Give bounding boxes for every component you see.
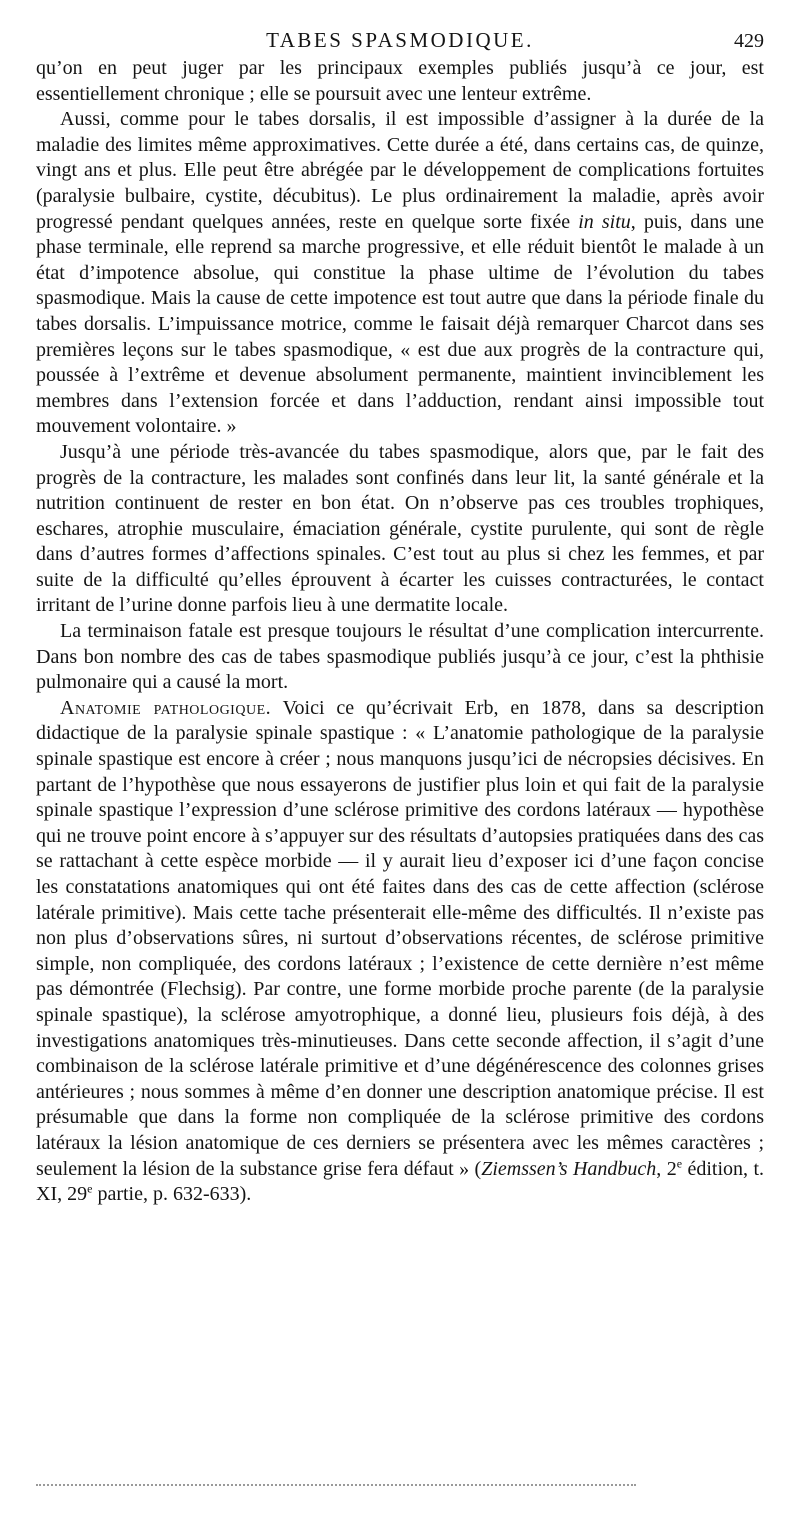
- citation-text: partie, p. 632-633).: [92, 1183, 252, 1206]
- superscript: e: [676, 1155, 683, 1170]
- book-page: [36, 22, 764, 1208]
- paragraph-general-health: [36, 440, 764, 619]
- italic-term: in situ: [578, 210, 631, 233]
- paragraph-termination: [36, 619, 764, 696]
- citation-text: , 2: [656, 1157, 677, 1180]
- paragraph-duration: [36, 107, 764, 440]
- paragraph-text: qu’on en peut juger par les principaux exemples publiés jusqu’à ce jour, est essentiellement chronique ; elle se poursuit avec une lenteur extrême.: [36, 57, 764, 105]
- paragraph-pathological-anatomy: [36, 696, 764, 1208]
- section-heading: Anatomie pathologique.: [60, 696, 272, 719]
- citation-title: Ziemssen’s Handbuch: [481, 1157, 657, 1180]
- page-number: 429: [734, 30, 764, 52]
- running-title: TABES SPASMODIQUE.: [266, 28, 534, 52]
- footer-rule: [36, 1484, 636, 1486]
- superscript: e: [87, 1181, 93, 1196]
- paragraph-text: Aussi, comme pour le tabes dorsalis, il est impossible d’assigner à la durée de la maladie des limites même approximatives. Cette durée a été, dans certains cas, de quinze, vingt ans et plus. Elle peut être abrégée par le développement de complications fortuites (paralysie bulbaire, cystite, décubitus). Le plus ordinairement la maladie, après avoir progressé pendant quelques années, reste en quelque sorte fixée: [36, 108, 764, 233]
- paragraph-text: , puis, dans une phase terminale, elle reprend sa marche progressive, et elle réduit bientôt le malade à un état d’impotence absolue, qui constitue la phase ultime de l’évolution du tabes spasmodique. Mais la cause de cette impotence est tout autre que dans la période finale du tabes dorsalis. L’impuissance motrice, comme le faisait déjà remarquer Charcot dans ses premières leçons sur le tabes spasmodique, « est due aux progrès de la contracture qui, poussée à l’extrême et devenue absolument permanente, maintient invinciblement les membres dans l’extension forcée et dans l’adduction, rendant ainsi impossible tout mouvement volontaire. »: [36, 210, 764, 438]
- paragraph-text: Voici ce qu’écrivait Erb, en 1878, dans sa description didactique de la paralysie spinale spastique : « L’anatomie pathologique de la paralysie spinale spastique est encore à créer ; nous manquons jusqu’ici de nécropsies décisives. En partant de l’hypothèse que nous essayerons de justifier plus loin et qui fait de la paralysie spinale spastique l’expression d’une sclérose primitive des cordons latéraux — hypothèse qui ne trouve point encore à s’appuyer sur des résultats d’autopsies pratiquées dans des cas se rattachant à cette espèce morbide — il y aurait lieu d’exposer ici d’une façon concise les constatations anatomiques qui ont été faites dans des cas de cette affection (sclérose latérale primitive). Mais cette tache présenterait elle-même des difficultés. Il n’existe pas non plus d’observations sûres, ni surtout d’observations récentes, de sclérose primitive simple, non compliquée, des cordons latéraux ; l’existence de cette dernière n’est même pas démontrée (Flechsig). Par contre, une forme morbide proche parente (de la paralysie spinale spastique), la sclérose amyotrophique, a donné lieu, plusieurs fois déjà, à des investigations anatomiques très-minutieuses. Dans cette seconde affection, il s’agit d’une combinaison de la sclérose latérale primitive et d’une dégénérescence des colonnes grises antérieures ; nous sommes à même d’en donner une description anatomique précise. Il est présumable que dans la forme non compliquée de la sclérose primitive des cordons latéraux la lésion anatomique de ces derniers se présentera avec les mêmes caractères ; seulement la lésion de la substance grise fera défaut »: [36, 696, 764, 1180]
- paragraph-text: La terminaison fatale est presque toujours le résultat d’une complication intercurrente. Dans bon nombre des cas de tabes spasmodique publiés jusqu’à ce jour, c’est la phthisie pulmonaire qui a causé la mort.: [36, 620, 764, 694]
- citation-open: (: [469, 1157, 482, 1180]
- running-head: [36, 22, 764, 56]
- paragraph-continuation: [36, 56, 764, 107]
- citation-text: édition, t. XI, 29: [36, 1157, 765, 1206]
- body-text: [36, 56, 764, 1208]
- paragraph-text: Jusqu’à une période très-avancée du tabes spasmodique, alors que, par le fait des progrès de la contracture, les malades sont confinés dans leur lit, la santé générale et la nutrition continuent de rester en bon état. On n’observe pas ces troubles trophiques, eschares, atrophie musculaire, émaciation générale, cystite purulente, qui sont de règle dans d’autres formes d’affections spinales. C’est tout au plus si chez les femmes, et par suite de la difficulté qu’elles éprouvent à écarter les cuisses contracturées, le contact irritant de l’urine donne parfois lieu à une dermatite locale.: [36, 440, 764, 617]
